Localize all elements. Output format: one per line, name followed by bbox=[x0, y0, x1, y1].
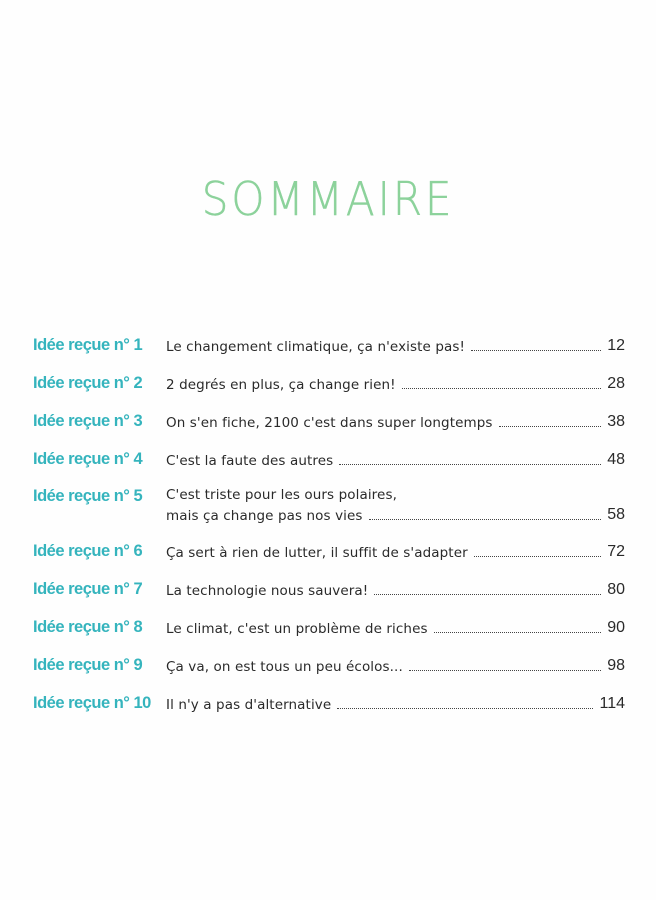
toc-entry-page: 38 bbox=[607, 413, 625, 430]
toc-entry-page: 114 bbox=[599, 695, 625, 712]
toc-entry-page: 28 bbox=[607, 375, 625, 392]
toc-entry-label: Idée reçue n° 9 bbox=[33, 656, 143, 674]
toc-entry-label: Idée reçue n° 10 bbox=[33, 694, 151, 712]
toc-entry-8 bbox=[33, 618, 625, 637]
toc-entry-title-line1: C'est triste pour les ours polaires, bbox=[166, 487, 397, 503]
toc-entry-2 bbox=[33, 374, 625, 393]
dot-leader bbox=[474, 556, 601, 557]
toc-entry-title: On s'en fiche, 2100 c'est dans super longtemps bbox=[166, 415, 493, 431]
toc-entry-page: 80 bbox=[607, 581, 625, 598]
toc-entry-1 bbox=[33, 336, 625, 355]
toc-entry-page: 48 bbox=[607, 451, 625, 468]
table-of-contents bbox=[33, 336, 625, 713]
toc-entry-label: Idée reçue n° 5 bbox=[33, 487, 143, 505]
dot-leader bbox=[402, 388, 602, 389]
dot-leader bbox=[434, 632, 602, 633]
dot-leader bbox=[369, 519, 602, 520]
dot-leader bbox=[337, 708, 593, 709]
toc-entry-title: Le climat, c'est un problème de riches bbox=[166, 621, 428, 637]
toc-entry-3 bbox=[33, 412, 625, 431]
dot-leader bbox=[339, 464, 601, 465]
toc-entry-label: Idée reçue n° 8 bbox=[33, 618, 143, 636]
toc-entry-label: Idée reçue n° 4 bbox=[33, 450, 143, 468]
toc-entry-label: Idée reçue n° 3 bbox=[33, 412, 143, 430]
toc-entry-title: 2 degrés en plus, ça change rien! bbox=[166, 377, 396, 393]
toc-entry-page: 98 bbox=[607, 657, 625, 674]
toc-entry-page: 72 bbox=[607, 543, 625, 560]
toc-entry-page: 90 bbox=[607, 619, 625, 636]
toc-entry-7 bbox=[33, 580, 625, 599]
toc-entry-page: 12 bbox=[607, 337, 625, 354]
toc-entry-title: Il n'y a pas d'alternative bbox=[166, 697, 332, 713]
toc-entry-label: Idée reçue n° 6 bbox=[33, 542, 143, 560]
toc-entry-6 bbox=[33, 542, 625, 561]
toc-entry-5 bbox=[33, 487, 625, 524]
toc-entry-title: Le changement climatique, ça n'existe pas! bbox=[166, 339, 466, 355]
toc-entry-label: Idée reçue n° 1 bbox=[33, 336, 143, 354]
page-title: SOMMAIRE bbox=[201, 172, 455, 226]
toc-entry-title: Ça sert à rien de lutter, il suffit de s'adapter bbox=[166, 545, 468, 561]
toc-entry-10 bbox=[33, 694, 625, 713]
toc-entry-label: Idée reçue n° 2 bbox=[33, 374, 143, 392]
toc-entry-4 bbox=[33, 450, 625, 469]
dot-leader bbox=[471, 350, 601, 351]
toc-entry-9 bbox=[33, 656, 625, 675]
toc-entry-title: La technologie nous sauvera! bbox=[166, 583, 369, 599]
dot-leader bbox=[499, 426, 602, 427]
toc-entry-label: Idée reçue n° 7 bbox=[33, 580, 143, 598]
toc-entry-title: C'est la faute des autres bbox=[166, 453, 334, 469]
toc-entry-title: Ça va, on est tous un peu écolos... bbox=[166, 659, 403, 675]
toc-entry-page: 58 bbox=[607, 506, 625, 523]
toc-entry-title-line2: mais ça change pas nos vies bbox=[166, 508, 363, 524]
dot-leader bbox=[409, 670, 601, 671]
dot-leader bbox=[374, 594, 601, 595]
